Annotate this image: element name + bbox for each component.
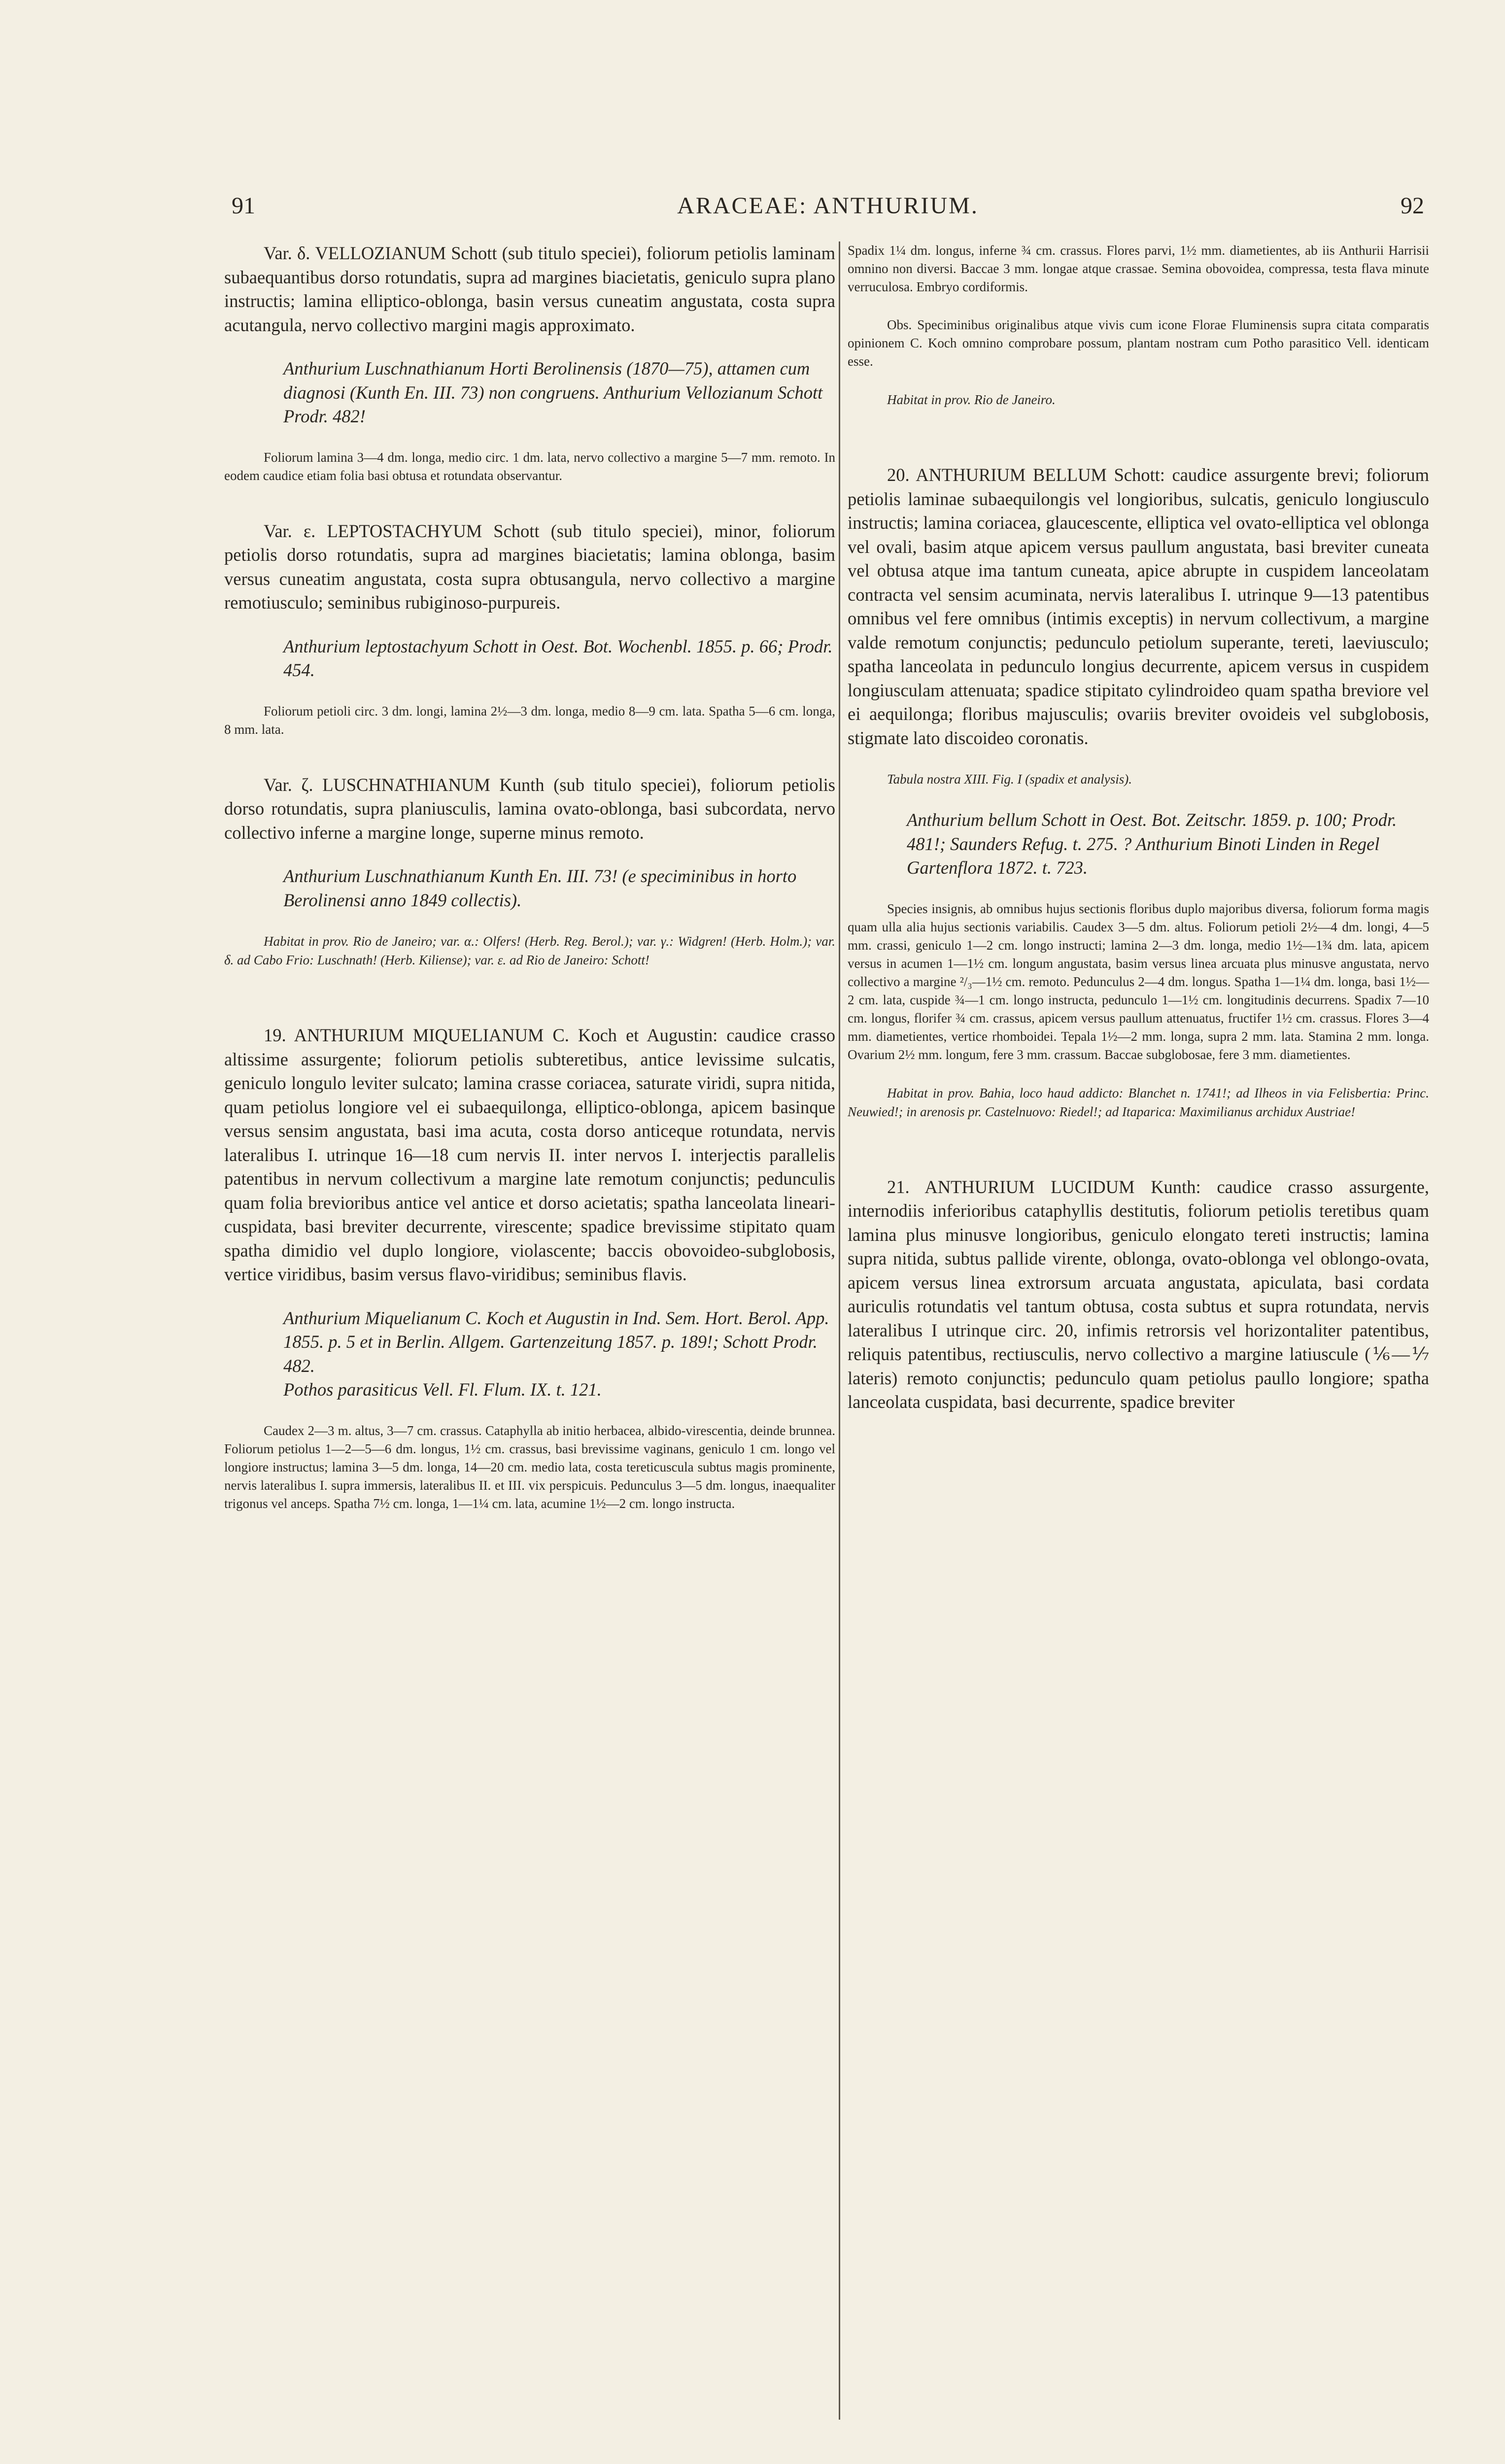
species-21-description: 21. ANTHURIUM LUCIDUM Kunth: caudice crasso assurgente, internodiis inferioribus cataphyllis destitutis, foliorum petiolis teretibus quam lamina plus minusve longioribus, geniculo elongato tereti instructis; lamina supra nitida, subtus pallide virente, oblonga, ovato-oblonga vel oblongo-ovata, apicem versus linea extrorsum arcuata angustata, apiculata, basi cordata auriculis rotundatis vel tantum obtusa, costa subtus et supra rotundata, nervis lateralibus I utrinque circ. 20, infimis retrorsis vel horizontaliter patentibus, reliquis patentibus, rectiusculis, nervo collectivo a margine latiuscule (⅙—⅐ lateris) remoto conjunctis; pedunculo quam petiolus paullo longiore; spatha lanceolata cuspidata, basi decurrente, spadice breviter bbox=[848, 1176, 1429, 1412]
var-zeta-citation: Anthurium Luschnathianum Kunth En. III. 73! (e speciminibus in horto Berolinensi anno 1849 collectis). bbox=[283, 866, 797, 910]
var-delta-citation: Anthurium Luschnathianum Horti Berolinensis (1870—75), attamen cum diagnosi (Kunth En. III. 73) non congruens. Anthurium Vellozianum Schott Prodr. 482! bbox=[283, 358, 823, 426]
page-number-right: 92 bbox=[1401, 193, 1424, 219]
observation-note: Obs. Speciminibus originalibus atque vivis cum icone Florae Fluminensis supra citata comparatis opinionem C. Koch omnino comprobare possum, plantam nostram cum Potho parasitico Vell. identicam esse. bbox=[848, 317, 1429, 369]
var-zeta-paragraph: Var. ζ. LUSCHNATHIANUM Kunth (sub titulo speciei), foliorum petiolis dorso rotundatis, supra planiusculis, lamina ovato-oblonga, basi subcordata, nervo collectivo inferne a margine longe, superne minus remoto. bbox=[224, 774, 835, 843]
species-19-details: Caudex 2—3 m. altus, 3—7 cm. crassus. Cataphylla ab initio herbacea, albido-virescentia, deinde brunnea. Foliorum petiolus 1—2—5—6 dm. longus, 1½ cm. crassus, basi brevissime vaginans, geniculo 1 cm. longo vel longiore instructus; lamina 3—5 dm. longa, 14—20 cm. medio lata, costa tereticuscula subtus magis prominente, nervis lateralibus I. supra immersis, lateralibus II. et III. vix perspicuis. Pedunculus 3—5 dm. longus, inaequaliter trigonus vel anceps. Spatha 7½ cm. longa, 1—1¼ cm. lata, acumine 1½—2 cm. longo instructa. bbox=[224, 1423, 835, 1511]
var-zeta-habitat: Habitat in prov. Rio de Janeiro; var. α.: Olfers! (Herb. Reg. Berol.); var. γ.: Widgren! (Herb. Holm.); var. δ. ad Cabo Frio: Luschnath! (Herb. Kiliense); var. ε. ad Rio de Janeiro: Schott! bbox=[224, 934, 835, 967]
species-19-citation: Anthurium Miquelianum C. Koch et Augustin in Ind. Sem. Hort. Berol. App. 1855. p. 5 et in Berlin. Allgem. Gartenzeitung 1857. p. 189!; Schott Prodr. 482. bbox=[283, 1307, 829, 1376]
species-19-description: 19. ANTHURIUM MIQUELIANUM C. Koch et Augustin: caudice crasso altissime assurgente; foliorum petiolis subteretibus, antice levissime sulcatis, geniculo longulo leviter sulcato; lamina crasse coriacea, saturate viridi, supra nitida, quam petiolus longiore vel ei subaequilonga, elliptico-oblonga, apicem basinque versus sensim angustata, basi ima acuta, costa dorso anticeque rotundata, nervis lateralibus I. utrinque 16—18 cum nervis II. inter nervos I. interjectis parallelis patentibus in nervum collectivum a margine late remotum conjunctis; pedunculis quam folia brevioribus antice vel antice et dorso acietatis; spatha lanceolata lineari-cuspidata, basi breviter decurrente, virescente; spadice brevissime stipitato quam spatha dimidio vel duplo longiore, violascente; baccis obovoideo-subglobosis, vertice viridibus, basim versus flavo-viridibus; seminibus flavis. bbox=[224, 1025, 835, 1284]
page-title: ARACEAE: ANTHURIUM. bbox=[677, 193, 979, 219]
species-20-description: 20. ANTHURIUM BELLUM Schott: caudice assurgente brevi; foliorum petiolis laminae subaequilongis vel longioribus, sulcatis, geniculo longiusculo instructis; lamina coriacea, glaucescente, elliptica vel ovato-elliptica vel oblonga vel ovali, basim atque apicem versus paullum angustata, basi breviter cuneata vel obtusa atque ima tantum cuneata, apice abrupte in cuspidem lanceolatam contracta vel sensim acuminata, nervis lateralibus I. utrinque 9—13 patentibus omnibus vel fere omnibus (intimis exceptis) in nervum collectivum, a margine valde remotum conjunctis; pedunculo petiolum superante, tereti, laeviusculo; spatha lanceolata in pedunculo longius decurrente, apicem versus in cuspidem longiusculam attenuata; spadice stipitato cylindroideo quam spatha breviore vel ei aequilonga; floribus majusculis; ovariis breviter ovoideis vel subglobosis, stigmate lato discoideo coronatis. bbox=[848, 465, 1429, 748]
species-20-details: Species insignis, ab omnibus hujus sectionis floribus duplo majoribus diversa, foliorum forma magis quam ulla alia hujus sectionis variabilis. Caudex 3—5 dm. altus. Foliorum petioli 2½—4 dm. longi, 4—5 mm. crassi, geniculo 1—2 cm. longo instructi; lamina 2—3 dm. longa, medio 1½—1¾ dm. lata, apicem versus in acumen 1—1½ cm. longum angustata, basim versus linea arcuata plus minusve angustata, nervo collectivo a margine ²/₃—1½ cm. remoto. Pedunculus 2—4 dm. longus. Spatha 1—1¼ dm. longa, basi 1½—2 cm. lata, cuspide ¾—1 cm. longo instructa, pedunculo 1—1½ cm. longitudinis decurrens. Spadix 7—10 cm. longus, florifer ¾ cm. crassus, apicem versus paullum attenuatus, fructifer 1½ cm. crassus. Flores 3—4 mm. diametientes, vertice rhomboidei. Tepala 1½—2 mm. longa, supra 2 mm. lata. Stamina 2 mm. longa. Ovarium 2½ mm. longum, fere 3 mm. crassum. Baccae subglobosae, fere 3 mm. diametientes. bbox=[848, 901, 1429, 1062]
species-19-habitat: Habitat in prov. Rio de Janeiro. bbox=[887, 392, 1056, 407]
var-epsilon-description: Foliorum petioli circ. 3 dm. longi, lamina 2½—3 dm. longa, medio 8—9 cm. lata. Spatha 5—6 cm. longa, 8 mm. lata. bbox=[224, 703, 835, 737]
left-column bbox=[224, 241, 835, 1513]
species-19-synonym: Pothos parasiticus Vell. Fl. Flum. IX. t. 121. bbox=[283, 1379, 602, 1400]
var-delta-paragraph: Var. δ. VELLOZIANUM Schott (sub titulo speciei), foliorum petiolis laminam subaequantibus dorso rotundatis, supra ad margines biacietatis, geniculo supra plano instructis; lamina elliptico-oblonga, basin versus cuneatim angustata, costa supra acutangula, nervo collectivo margini magis approximato. bbox=[224, 243, 835, 335]
var-epsilon-citation: Anthurium leptostachyum Schott in Oest. Bot. Wochenbl. 1855. p. 66; Prodr. 454. bbox=[283, 636, 833, 680]
species-20-citation: Anthurium bellum Schott in Oest. Bot. Zeitschr. 1859. p. 100; Prodr. 481!; Saunders Refug. t. 275. ? Anthurium Binoti Linden in Regel Gartenflora 1872. t. 723. bbox=[907, 810, 1397, 878]
var-epsilon-paragraph: Var. ε. LEPTOSTACHYUM Schott (sub titulo speciei), minor, foliorum petiolis dorso rotundatis, supra ad margines biacietatis; lamina oblonga, basim versus cuneatim angustata, costa supra obtusangula, nervo collectivo a margine remotiusculo; seminibus rubiginoso-purpureis. bbox=[224, 520, 835, 613]
plate-reference: Tabula nostra XIII. Fig. I (spadix et analysis). bbox=[887, 772, 1132, 787]
right-column bbox=[848, 241, 1429, 1414]
var-delta-description: Foliorum lamina 3—4 dm. longa, medio circ. 1 dm. lata, nervo collectivo a margine 5—7 mm. remoto. In eodem caudice etiam folia basi obtusa et rotundata observantur. bbox=[224, 449, 835, 483]
page-number-left: 91 bbox=[232, 193, 255, 219]
species-20-habitat: Habitat in prov. Bahia, loco haud addicto: Blanchet n. 1741!; ad Ilheos in via Felisbertia: Princ. Neuwied!; in arenosis pr. Castelnuovo: Riedel!; ad Itaparica: Maximilianus archidux Austriae! bbox=[848, 1085, 1429, 1119]
column-divider bbox=[839, 241, 840, 2420]
species-19-details-continued: Spadix 1¼ dm. longus, inferne ¾ cm. crassus. Flores parvi, 1½ mm. diametientes, ab iis Anthurii Harrisii omnino non diversi. Baccae 3 mm. longae atque crassae. Semina obovoidea, compressa, testa flava minute verruculosa. Embryo cordiformis. bbox=[848, 243, 1429, 294]
running-header bbox=[232, 192, 1424, 227]
